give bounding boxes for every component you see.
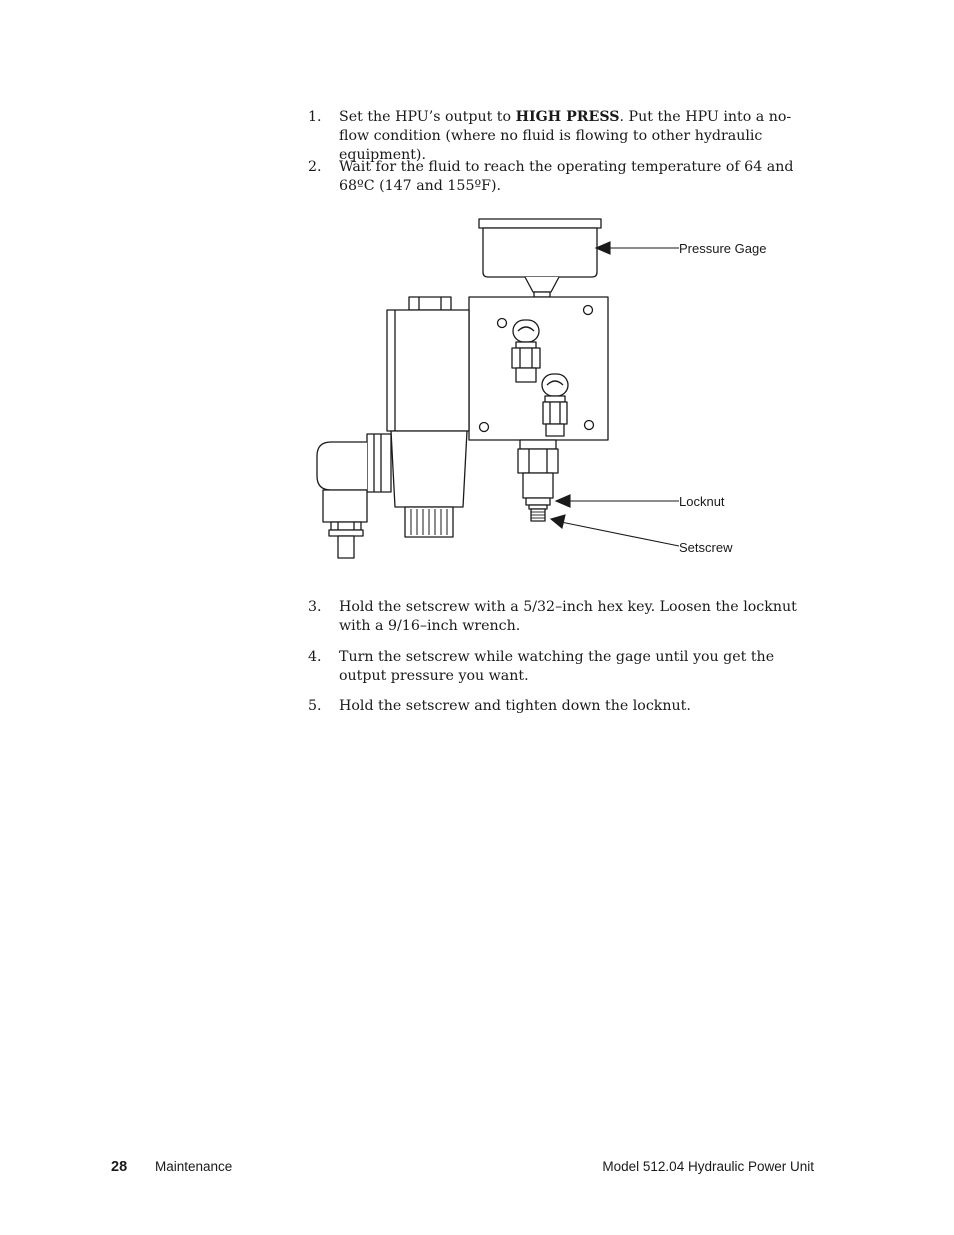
step-text-part: . Put the HPU into a no-flow condition (where no fluid is flowing to other hydraulic equipment). [339, 109, 792, 163]
solenoid-valve [387, 297, 469, 537]
pressure-gage-arrow [596, 242, 610, 254]
setscrew-arrow [551, 515, 565, 528]
step-number: 2. [308, 159, 322, 175]
valve-diagram [305, 212, 805, 572]
pressure-gage-label: Pressure Gage [679, 241, 767, 256]
step-number: 3. [308, 599, 322, 615]
step-5 [308, 697, 818, 716]
pressure-gage-drawing [479, 219, 601, 297]
locknut-arrow [556, 495, 570, 507]
adjuster-assembly [518, 440, 558, 521]
pressure-valve-figure [305, 212, 805, 572]
electrical-connector [317, 434, 391, 558]
step-4 [308, 648, 818, 686]
upper-fitting [512, 320, 540, 382]
step-number: 5. [308, 698, 322, 714]
step-text-part: Set the HPU’s output to [339, 109, 516, 125]
step-2 [308, 158, 818, 196]
step-3 [308, 598, 818, 636]
setting-name: HIGH PRESS [515, 109, 620, 125]
step-text: Hold the setscrew and tighten down the locknut. [339, 698, 691, 714]
page-number: 28 [111, 1159, 128, 1175]
step-1 [308, 108, 818, 165]
document-title: Model 512.04 Hydraulic Power Unit [602, 1159, 814, 1174]
step-text: Wait for the fluid to reach the operating temperature of 64 and 68ºC (147 and 155ºF). [339, 159, 794, 194]
locknut-label: Locknut [679, 494, 725, 509]
step-text: Turn the setscrew while watching the gage until you get the output pressure you want. [339, 649, 775, 684]
section-name: Maintenance [155, 1159, 233, 1174]
setscrew-label: Setscrew [679, 540, 733, 555]
step-number: 4. [308, 649, 322, 665]
lower-fitting [542, 374, 568, 436]
step-number: 1. [308, 109, 322, 125]
step-text: Hold the setscrew with a 5/32–inch hex key. Loosen the locknut with a 9/16–inch wrench. [339, 599, 797, 634]
step-text [339, 108, 818, 165]
